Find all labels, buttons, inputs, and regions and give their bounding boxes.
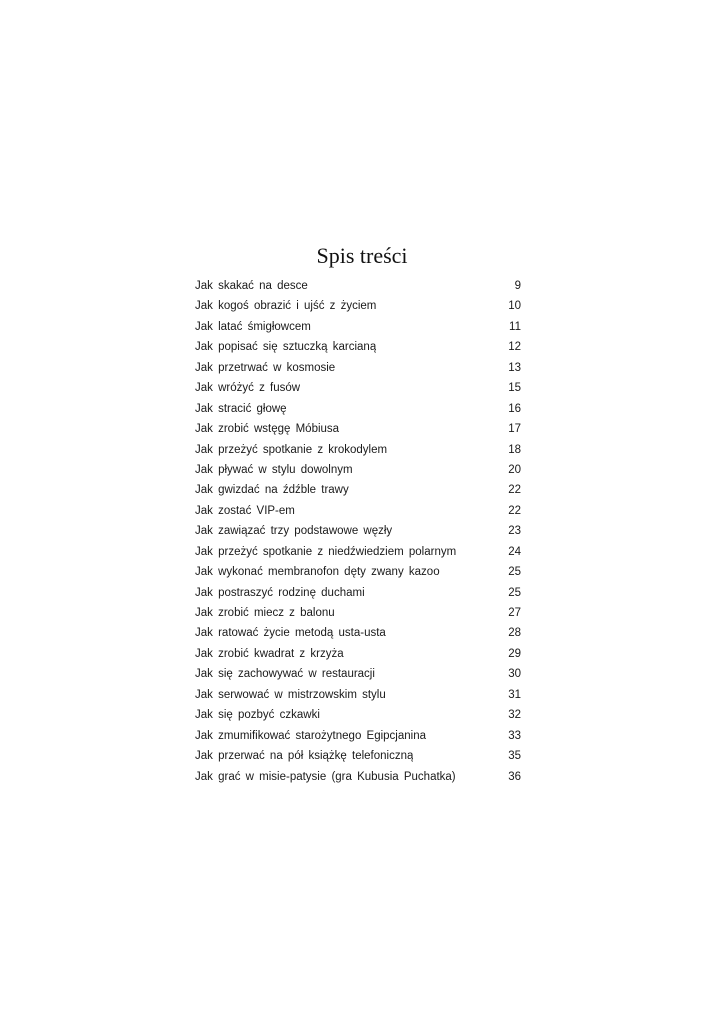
toc-entry-title: Jak zrobić kwadrat z krzyża: [195, 647, 344, 660]
toc-entry: [195, 648, 521, 668]
toc-entry-title: Jak skakać na desce: [195, 280, 308, 292]
toc-entry-page-number: 18: [508, 443, 521, 456]
toc-entry-title: Jak zrobić wstęgę Móbiusa: [195, 423, 340, 436]
toc-entry: [195, 505, 521, 525]
toc-entry: [195, 546, 521, 566]
toc-entry-page-number: 10: [508, 300, 521, 313]
toc-entry-page-number: 36: [508, 770, 521, 783]
toc-entry: [195, 280, 521, 300]
toc-entry-title: Jak kogoś obrazić i ujść z życiem: [195, 300, 377, 313]
toc-entry-title: Jak gwizdać na źdźble trawy: [195, 484, 349, 497]
toc-entry-page-number: 22: [508, 504, 521, 517]
toc-entry-page-number: 29: [508, 647, 521, 660]
toc-entry-page-number: 30: [508, 668, 521, 681]
toc-entry-page-number: 20: [508, 463, 521, 476]
toc-entry: [195, 771, 521, 791]
toc-entry-title: Jak wróżyć z fusów: [195, 382, 301, 395]
toc-entry-page-number: 17: [508, 423, 521, 436]
toc-entry: [195, 341, 521, 361]
toc-entry-page-number: 35: [508, 750, 521, 763]
toc-entry-page-number: 11: [509, 320, 521, 333]
toc-entry-title: Jak zmumifikować starożytnego Egipcjanina: [195, 729, 426, 742]
toc-entry-title: Jak przeżyć spotkanie z krokodylem: [195, 443, 388, 456]
toc-entry: [195, 607, 521, 627]
toc-entry-title: Jak wykonać membranofon dęty zwany kazoo: [195, 566, 440, 579]
toc-entry: [195, 587, 521, 607]
toc-entry-title: Jak postraszyć rodzinę duchami: [195, 586, 365, 599]
toc-entry: [195, 566, 521, 586]
toc-entry-title: Jak serwować w mistrzowskim stylu: [195, 688, 386, 701]
toc-entry: [195, 750, 521, 770]
toc-entry: [195, 689, 521, 709]
toc-entry-title: Jak grać w misie-patysie (gra Kubusia Puchatka): [195, 770, 456, 783]
toc-entry-page-number: 23: [508, 525, 521, 538]
toc-entry-page-number: 15: [508, 382, 521, 395]
toc-entry-page-number: 22: [508, 484, 521, 497]
toc-entry-title: Jak stracić głowę: [195, 402, 287, 415]
toc-entry: [195, 300, 521, 320]
toc-entry-page-number: 12: [508, 341, 521, 354]
page-title: Spis treści: [316, 243, 408, 268]
toc-entry: [195, 627, 521, 647]
toc-entry-title: Jak zrobić miecz z balonu: [195, 607, 335, 619]
toc-entry: [195, 525, 521, 545]
toc-entry-page-number: 13: [508, 361, 521, 374]
toc-entry: [195, 423, 521, 443]
toc-entry-title: Jak się zachowywać w restauracji: [195, 668, 375, 681]
toc-entry-title: Jak ratować życie metodą usta-usta: [195, 627, 386, 640]
toc-entry-page-number: 25: [508, 586, 521, 599]
toc-entry-title: Jak przeżyć spotkanie z niedźwiedziem polarnym: [195, 545, 457, 558]
toc-entry: [195, 362, 521, 382]
toc-entry-page-number: 24: [508, 545, 521, 558]
toc-entry: [195, 484, 521, 504]
toc-entry: [195, 444, 521, 464]
toc-entry-title: Jak popisać się sztuczką karcianą: [195, 341, 377, 354]
toc-entry-title: Jak przetrwać w kosmosie: [195, 361, 336, 374]
toc-entry: [195, 709, 521, 729]
toc-entry-title: Jak zawiązać trzy podstawowe węzły: [195, 525, 393, 538]
toc-entry-page-number: 16: [508, 402, 521, 415]
toc-entry: [195, 382, 521, 402]
toc-entry: [195, 668, 521, 688]
toc-entry-page-number: 28: [508, 627, 521, 640]
toc-entry: [195, 403, 521, 423]
toc-entry-page-number: 32: [508, 709, 521, 722]
toc-entry-page-number: 25: [508, 566, 521, 579]
toc-entry-title: Jak zostać VIP-em: [195, 504, 295, 517]
toc-entry-title: Jak latać śmigłowcem: [195, 320, 311, 333]
toc-entry-page-number: 9: [514, 280, 521, 292]
toc-entry-title: Jak się pozbyć czkawki: [195, 709, 320, 722]
toc-entry: [195, 464, 521, 484]
toc-entry: [195, 321, 521, 341]
toc-entry-page-number: 33: [508, 729, 521, 742]
toc-entry-page-number: 31: [508, 688, 521, 701]
toc-entry: [195, 730, 521, 750]
toc-entry-page-number: 27: [508, 607, 521, 619]
toc-entry-title: Jak pływać w stylu dowolnym: [195, 463, 353, 476]
table-of-contents: [195, 280, 521, 791]
toc-entry-title: Jak przerwać na pół książkę telefoniczną: [195, 750, 414, 763]
